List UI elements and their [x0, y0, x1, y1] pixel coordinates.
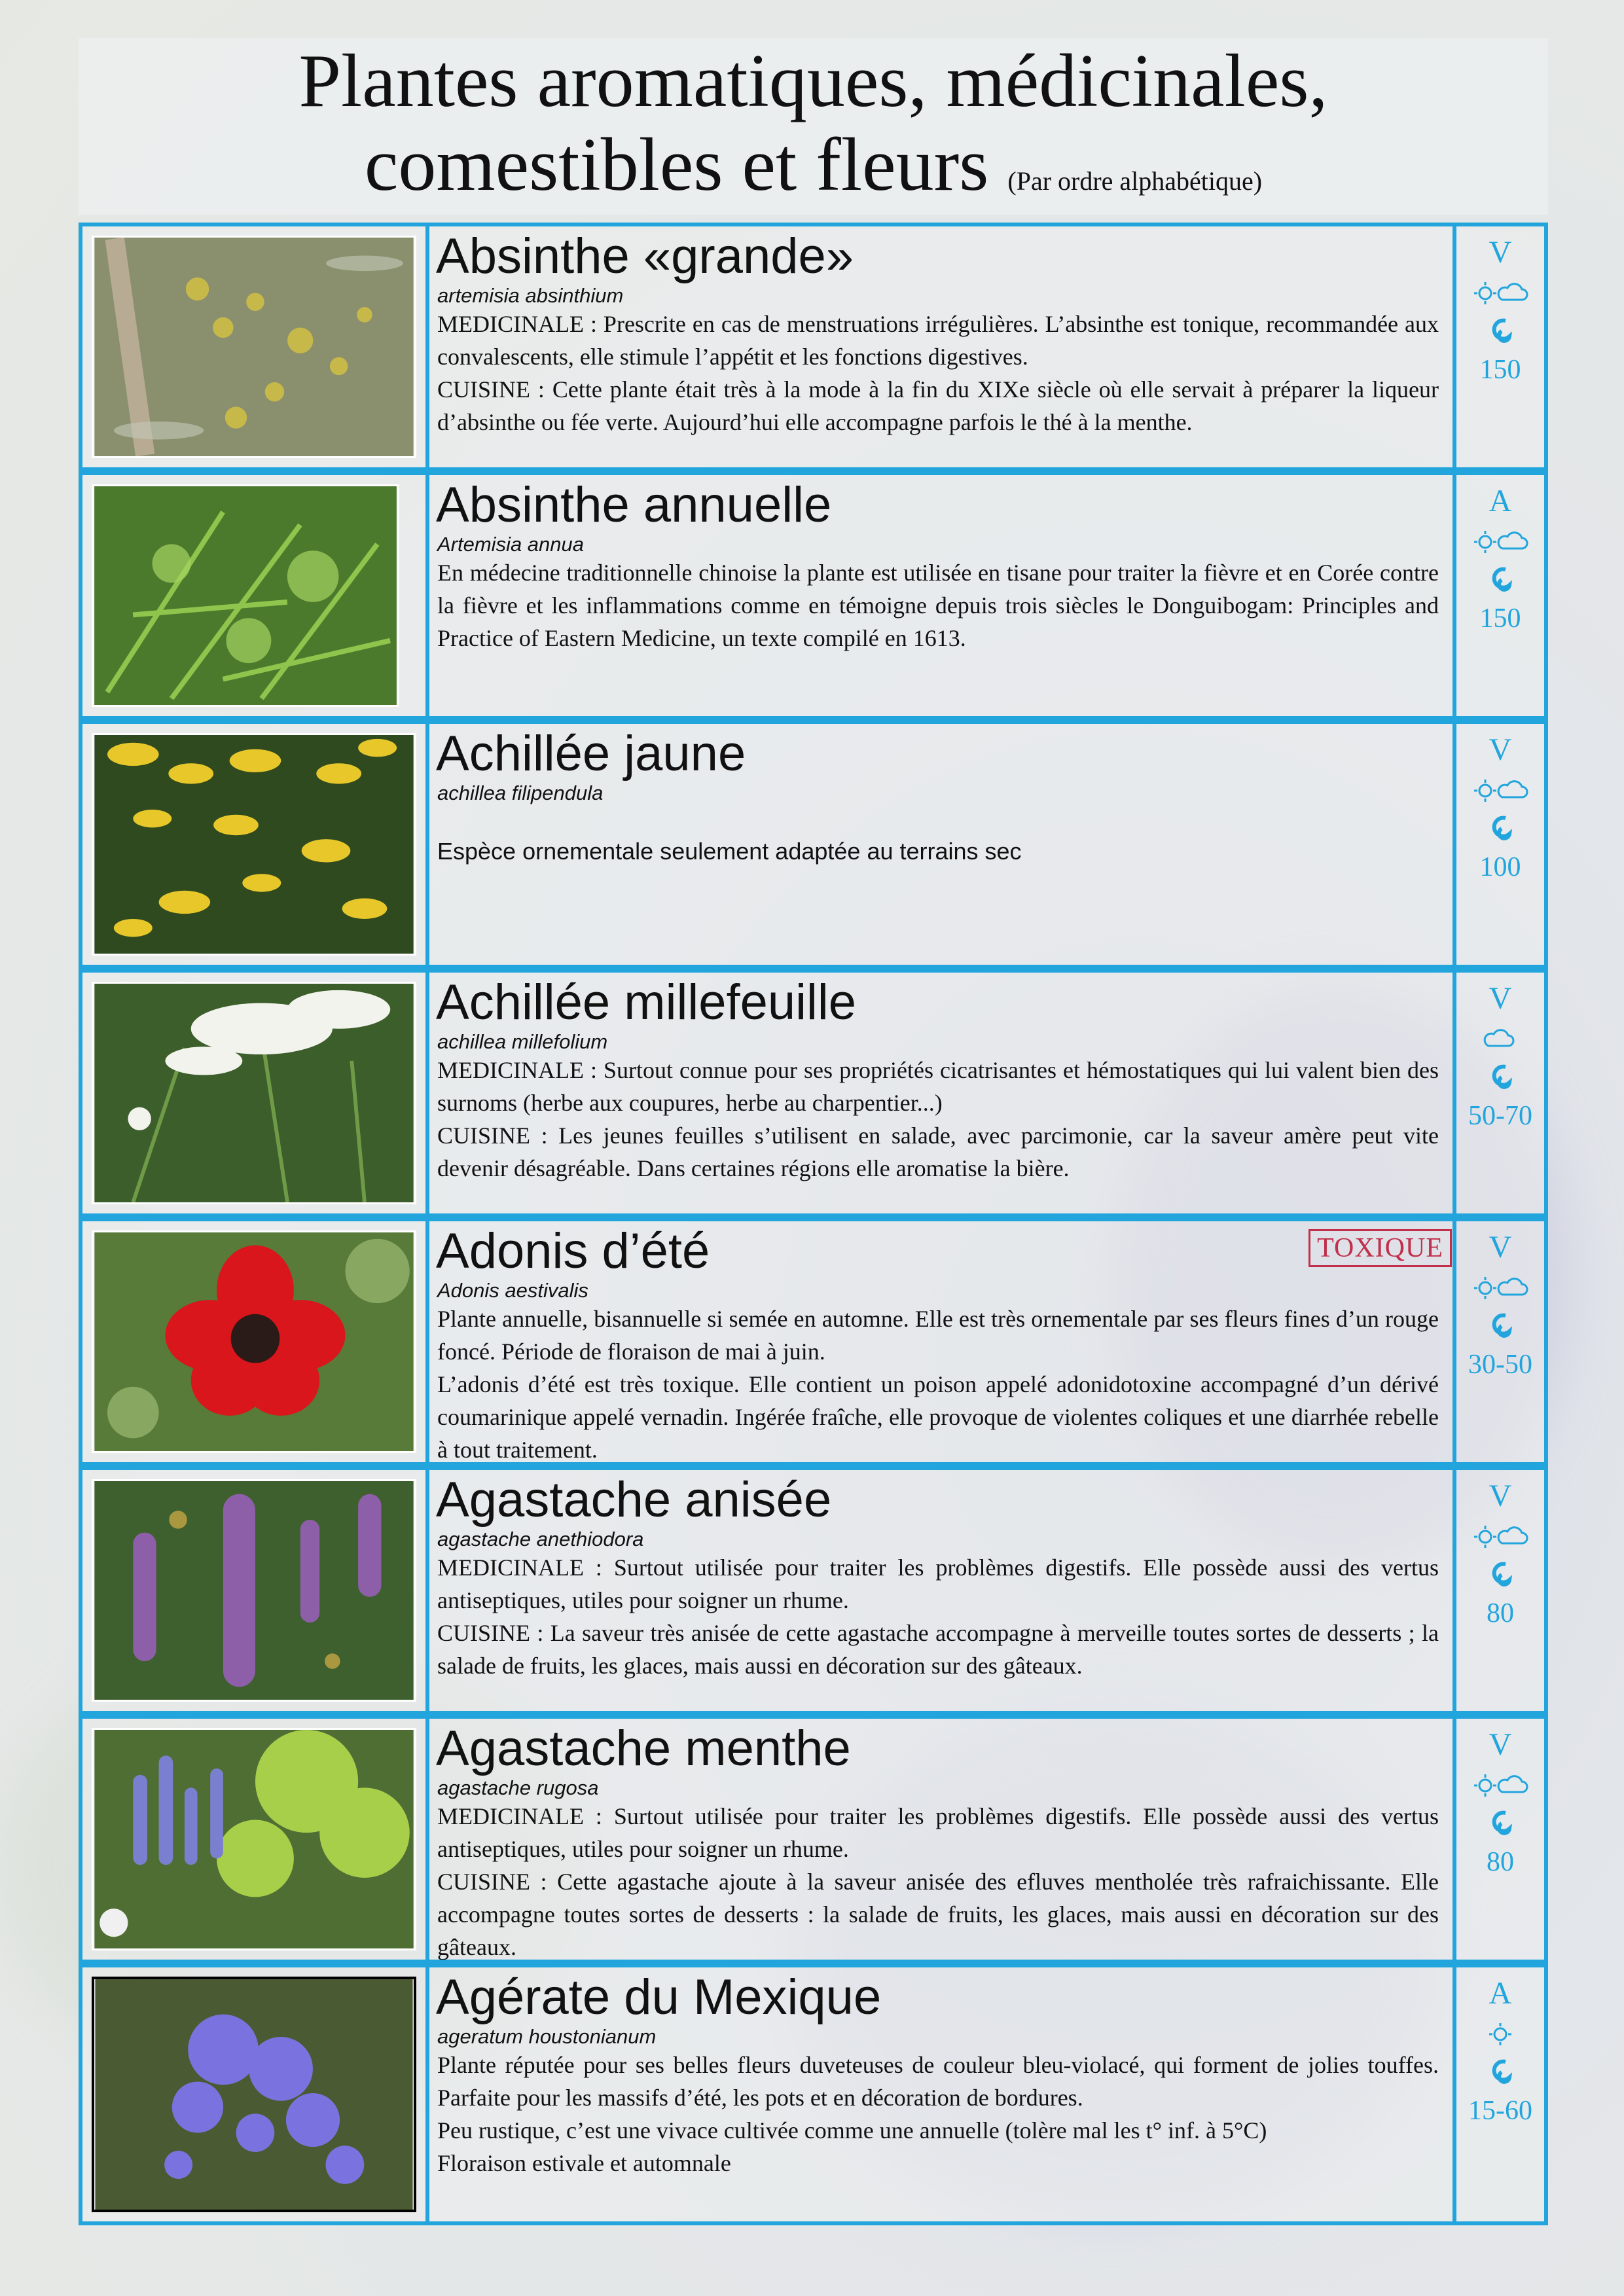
description-paragraph: Peu rustique, c’est une vivace cultivée comme une annuelle (tolère mal les t° inf. à 5°C)	[437, 2117, 1267, 2144]
plant-photo-cell	[82, 973, 429, 1213]
plant-latin-name: achillea filipendula	[437, 781, 604, 804]
plant-row	[79, 720, 1548, 969]
plant-row	[79, 1964, 1548, 2225]
life-cycle: V	[1489, 732, 1512, 767]
plant-height: 150	[1479, 355, 1521, 385]
plant-description	[437, 308, 1439, 439]
plant-height: 100	[1479, 852, 1521, 882]
plant-description	[437, 1551, 1439, 1682]
plant-description	[437, 556, 1439, 655]
plant-photo	[92, 1479, 416, 1702]
plant-name: Agérate du Mexique	[436, 1969, 882, 2025]
water-drop-icon	[1456, 1062, 1544, 1094]
plant-latin-name: agastache rugosa	[437, 1776, 599, 1799]
white-yarrow-photo-icon	[94, 984, 414, 1202]
water-drop-icon	[1456, 1310, 1544, 1343]
plant-description	[437, 1302, 1439, 1466]
plant-latin-name: agastache anethiodora	[437, 1528, 644, 1551]
plant-text-cell	[436, 1967, 1464, 2221]
plant-row	[79, 1217, 1548, 1466]
page-subtitle: (Par ordre alphabétique)	[1007, 166, 1263, 196]
page-title-line-2	[79, 123, 1548, 223]
plant-name: Agastache anisée	[436, 1472, 832, 1528]
description-paragraph: Plante annuelle, bisannuelle si semée en automne. Elle est très ornementale par ses fleurs fines d’un rouge foncé. Période de floraison de mai à juin.	[437, 1306, 1439, 1365]
description-paragraph: MEDICINALE : Surtout utilisée pour traiter les problèmes digestifs. Elle possède aussi des vertus antiseptiques, utiles pour soigner un rhume.	[437, 1803, 1439, 1862]
description-paragraph: MEDICINALE : Surtout utilisée pour traiter les problèmes digestifs. Elle possède aussi des vertus antiseptiques, utiles pour soigner un rhume.	[437, 1554, 1439, 1613]
plant-row	[79, 471, 1548, 720]
plant-description	[437, 2049, 1439, 2179]
yellow-yarrow-photo-icon	[94, 735, 414, 954]
plant-photo-cell	[82, 1221, 429, 1462]
plant-text-cell	[436, 475, 1464, 716]
description-paragraph: CUISINE : Cette agastache ajoute à la saveur anisée des efluves mentholée très rafraichissante. Elle accompagne toutes sortes de desserts : la salade de fruits, les glaces, mais aussi en décoration sur des gâteaux.	[437, 1869, 1439, 1960]
plant-name: Absinthe annuelle	[436, 477, 832, 533]
plant-text-cell	[436, 724, 1464, 965]
life-cycle: V	[1489, 981, 1512, 1016]
plant-photo	[92, 236, 416, 458]
plant-info-cell	[1453, 1221, 1544, 1462]
plant-photo	[92, 733, 416, 956]
plant-row	[79, 223, 1548, 471]
plant-photo-cell	[82, 1470, 429, 1711]
plant-info-cell	[1453, 1719, 1544, 1960]
plant-photo	[92, 1977, 416, 2212]
sun-cloud-icon	[1456, 1524, 1544, 1550]
description-paragraph: Espèce ornementale seulement adaptée au terrains sec	[437, 838, 1022, 865]
plant-name: Absinthe «grande»	[436, 228, 854, 284]
sun-cloud-icon	[1456, 529, 1544, 555]
description-paragraph: Plante réputée pour ses belles fleurs duveteuses de couleur bleu-violacé, qui forment de jolies touffes. Parfaite pour les massifs d’été, les pots et en décoration de bordures.	[437, 2052, 1439, 2111]
plant-text-cell	[436, 1719, 1464, 1960]
plant-row	[79, 969, 1548, 1217]
plant-info-cell	[1453, 475, 1544, 716]
sun-icon	[1456, 2021, 1544, 2047]
plant-text-cell	[436, 973, 1464, 1213]
life-cycle: V	[1489, 1230, 1512, 1265]
plant-info-cell	[1453, 226, 1544, 467]
plants-table	[79, 223, 1548, 2176]
plant-latin-name: achillea millefolium	[437, 1030, 608, 1053]
plant-latin-name: ageratum houstonianum	[437, 2025, 657, 2048]
plant-latin-name: artemisia absinthium	[437, 284, 624, 307]
plant-description	[437, 1800, 1439, 1964]
water-drop-icon	[1456, 564, 1544, 597]
plant-row	[79, 1715, 1548, 1964]
plant-height: 80	[1487, 1847, 1514, 1877]
cloud-icon	[1456, 1026, 1544, 1052]
description-paragraph: CUISINE : Cette plante était très à la mode à la fin du XIXe siècle où elle servait à préparer la liqueur d’absinthe ou fée verte. Aujourd’hui elle accompagne parfois le thé à la menthe.	[437, 376, 1439, 435]
description-paragraph: CUISINE : La saveur très anisée de cette agastache accompagne à merveille toutes sortes de desserts ; la salade de fruits, les glaces, mais aussi en décoration sur des gâteaux.	[437, 1620, 1439, 1679]
plant-photo-cell	[82, 1967, 429, 2221]
sun-cloud-icon	[1456, 280, 1544, 306]
page-title-main: comestibles et fleurs	[364, 123, 989, 207]
plant-description	[437, 1054, 1439, 1185]
page-title-line-1: Plantes aromatiques, médicinales,	[298, 39, 1328, 123]
page-header	[79, 38, 1548, 215]
description-paragraph: CUISINE : Les jeunes feuilles s’utilisent en salade, avec parcimonie, car la saveur amère peut vite devenir désagréable. Dans certaines régions elle aromatise la bière.	[437, 1122, 1439, 1181]
sun-cloud-icon	[1456, 778, 1544, 804]
plant-height: 30-50	[1468, 1350, 1532, 1380]
description-paragraph: MEDICINALE : Prescrite en cas de menstruations irrégulières. L’absinthe est tonique, recommandée aux convalescents, elle stimule l’appétit et les fonctions digestives.	[437, 311, 1439, 370]
plant-info-cell	[1453, 973, 1544, 1213]
plant-latin-name: Artemisia annua	[437, 533, 585, 556]
agastache-mint-photo-icon	[94, 1730, 414, 1948]
ageratum-photo-icon	[94, 1979, 414, 2210]
plant-description	[437, 835, 1439, 868]
water-drop-icon	[1456, 813, 1544, 846]
description-paragraph: L’adonis d’été est très toxique. Elle contient un poison appelé adonidotoxine accompagné d’un dérivé coumarinique appelé vernadin. Ingérée fraîche, elle provoque de violentes coliques et une diarrhée rebelle à tout traitement.	[437, 1371, 1439, 1463]
life-cycle: V	[1489, 1727, 1512, 1762]
plant-photo-cell	[82, 226, 429, 467]
plant-row	[79, 1466, 1548, 1715]
plant-photo	[92, 1230, 416, 1453]
plant-photo	[92, 484, 399, 707]
plant-info-cell	[1453, 1967, 1544, 2221]
agastache-anise-photo-icon	[94, 1481, 414, 1700]
toxic-badge: TOXIQUE	[1308, 1229, 1452, 1267]
description-paragraph: En médecine traditionnelle chinoise la plante est utilisée en tisane pour traiter la fièvre et en Corée contre la fièvre et les inflammations comme en témoigne depuis trois siècles le Donguibogam: Principles and Practice of Eastern Medicine, un texte compilé en 1613.	[437, 560, 1439, 651]
plant-name: Achillée jaune	[436, 726, 746, 781]
plant-height: 150	[1479, 603, 1521, 634]
plant-photo-cell	[82, 1719, 429, 1960]
plant-photo	[92, 1728, 416, 1950]
plant-text-cell	[436, 1221, 1464, 1462]
sun-cloud-icon	[1456, 1772, 1544, 1799]
plant-latin-name: Adonis aestivalis	[437, 1279, 588, 1302]
sun-cloud-icon	[1456, 1275, 1544, 1301]
plant-text-cell	[436, 226, 1464, 467]
water-drop-icon	[1456, 1808, 1544, 1840]
plant-info-cell	[1453, 724, 1544, 965]
absinthe-photo-icon	[94, 238, 414, 456]
artemisia-photo-icon	[94, 486, 397, 705]
plant-height: 80	[1487, 1598, 1514, 1628]
plant-photo-cell	[82, 475, 429, 716]
description-paragraph: Floraison estivale et automnale	[437, 2150, 731, 2176]
water-drop-icon	[1456, 1559, 1544, 1592]
water-drop-icon	[1456, 315, 1544, 348]
plant-info-cell	[1453, 1470, 1544, 1711]
plant-text-cell	[436, 1470, 1464, 1711]
plant-height: 50-70	[1468, 1101, 1532, 1131]
life-cycle: A	[1489, 1976, 1512, 2011]
plant-photo	[92, 982, 416, 1204]
life-cycle: V	[1489, 1479, 1512, 1513]
plant-photo-cell	[82, 724, 429, 965]
description-paragraph: MEDICINALE : Surtout connue pour ses propriétés cicatrisantes et hémostatiques qui lui valent bien des surnoms (herbe aux coupures, herbe au charpentier...)	[437, 1057, 1439, 1116]
plant-name: Adonis d’été	[436, 1223, 710, 1279]
adonis-photo-icon	[94, 1232, 414, 1451]
water-drop-icon	[1456, 2056, 1544, 2089]
life-cycle: V	[1489, 235, 1512, 270]
plant-name: Achillée millefeuille	[436, 975, 857, 1030]
plant-name: Agastache menthe	[436, 1721, 851, 1776]
plant-height: 15-60	[1468, 2096, 1532, 2126]
life-cycle: A	[1489, 484, 1512, 518]
